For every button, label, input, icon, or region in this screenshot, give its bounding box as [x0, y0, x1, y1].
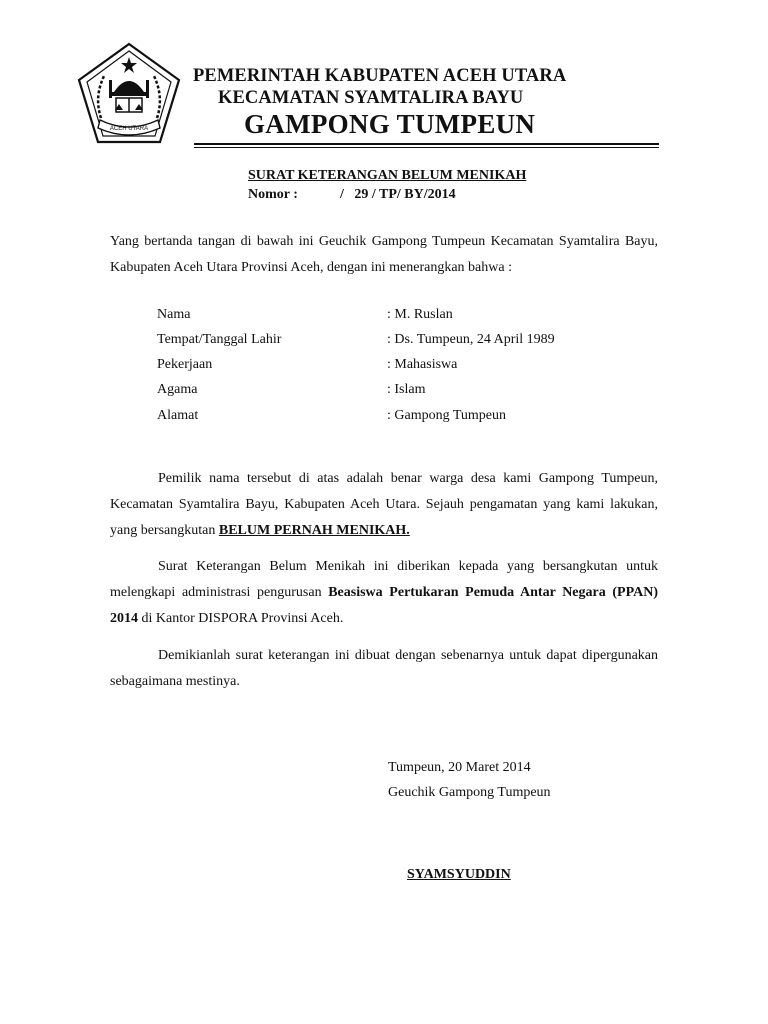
field-value-agama: : Islam — [387, 382, 426, 397]
aceh-utara-emblem-logo — [76, 42, 182, 146]
field-value-nama: : M. Ruslan — [387, 307, 453, 322]
field-value-pekerjaan: : Mahasiswa — [387, 357, 458, 372]
field-value-alamat: : Gampong Tumpeun — [387, 408, 507, 423]
purpose-text-1: Surat Keterangan Belum Menikah ini diberikan kepada yang bersangkutan untuk melengkapi administrasi pengurusan — [110, 559, 658, 600]
signatory-name: SYAMSYUDDIN — [407, 867, 511, 882]
signature-position: Geuchik Gampong Tumpeun — [388, 785, 551, 800]
intro-paragraph: Yang bertanda tangan di bawah ini Geuchik Gampong Tumpeun Kecamatan Syamtalira Bayu, Kabupaten Aceh Utara Provinsi Aceh, dengan ini menerangkan bahwa : — [110, 234, 658, 275]
not-married-emphasis: BELUM PERNAH MENIKAH. — [218, 523, 410, 538]
closing-paragraph: Demikianlah surat keterangan ini dibuat dengan sebenarnya untuk dapat dipergunakan sebagaimana mestinya. — [110, 648, 658, 689]
letterhead-line-2: KECAMATAN SYAMTALIRA BAYU — [218, 88, 524, 108]
letterhead-rule-thin — [194, 147, 659, 148]
statement-paragraph — [110, 466, 658, 544]
letter-number — [248, 187, 456, 203]
letter-number-value: / 29 / TP/ BY/2014 — [340, 187, 456, 202]
field-label-alamat: Alamat — [157, 408, 199, 423]
signature-place-date: Tumpeun, 20 Maret 2014 — [388, 760, 531, 775]
statement-text: Pemilik nama tersebut di atas adalah benar warga desa kami Gampong Tumpeun, Kecamatan Syamtalira Bayu, Kabupaten Aceh Utara. Sejauh pengamatan yang kami lakukan, yang bersangkutan — [110, 471, 658, 538]
letterhead-line-1: PEMERINTAH KABUPATEN ACEH UTARA — [193, 66, 567, 86]
purpose-text-2: di Kantor DISPORA Provinsi Aceh. — [138, 611, 344, 626]
field-label-pekerjaan: Pekerjaan — [157, 357, 213, 372]
field-label-tempat-tanggal-lahir: Tempat/Tanggal Lahir — [157, 332, 282, 347]
field-label-agama: Agama — [157, 382, 198, 397]
letter-number-label: Nomor : — [248, 187, 298, 202]
scholarship-name: Beasiswa Pertukaran Pemuda Antar Negara (PPAN) 2014 — [110, 585, 658, 626]
logo-ribbon-text: ACEH UTARA — [109, 126, 149, 132]
letter-title: SURAT KETERANGAN BELUM MENIKAH — [248, 168, 527, 183]
letterhead-rule-thick — [194, 143, 659, 145]
purpose-paragraph — [110, 554, 658, 632]
letterhead-village-name: GAMPONG TUMPEUN — [244, 109, 536, 139]
field-label-nama: Nama — [157, 307, 191, 322]
field-value-tempat-tanggal-lahir: : Ds. Tumpeun, 24 April 1989 — [387, 332, 555, 347]
